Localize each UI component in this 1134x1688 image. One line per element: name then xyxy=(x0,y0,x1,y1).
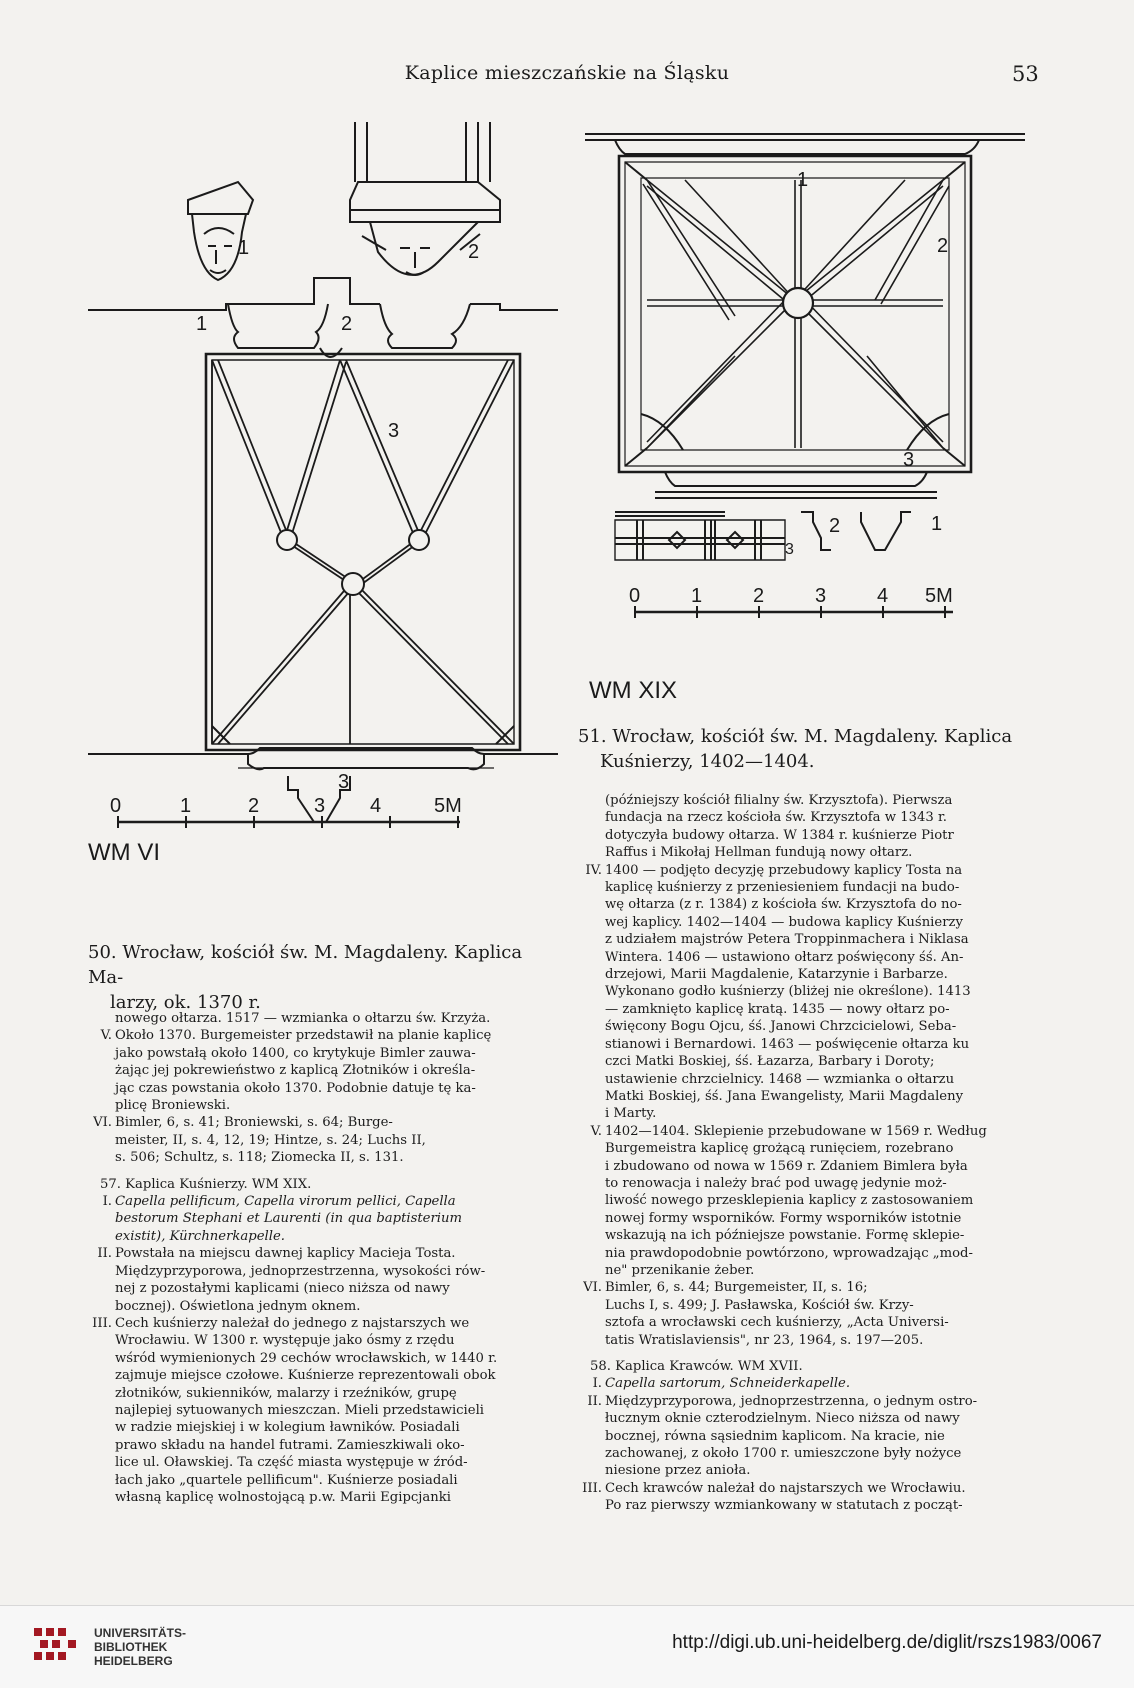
page-number: 53 xyxy=(1012,62,1039,86)
caption-50: 50. Wrocław, kościół św. M. Magdaleny. Kaplica Ma- larzy, ok. 1370 r. xyxy=(88,942,523,1013)
scale-r-1: 1 xyxy=(691,585,703,607)
left-heading-57: 57. Kaplica Kuśnierzy. WM XIX. xyxy=(100,1176,312,1192)
left-entry-continuation: nowego ołtarza. 1517 — wzmianka o ołtarzu św. Krzyża. xyxy=(115,1011,491,1026)
callout-3-profile: 3 xyxy=(338,771,350,793)
callout-2-corbel: 2 xyxy=(468,241,480,263)
digitization-footer xyxy=(0,1605,1134,1688)
callout-r-1: 1 xyxy=(797,169,809,191)
left-entry-V: V. Około 1370. Burgemeister przedstawił na planie kaplicę jako powstałą około 1400, co krytykuje Bimler zauwa- żając jej pokrewieństwo z kaplicą Złotników i określa- jąc czas powstania około 1370. Podobnie datuje tę ka- plicę Broniewski. xyxy=(100,1028,492,1114)
scale-label-2: 2 xyxy=(248,795,260,817)
callout-r-3b: 3 xyxy=(785,541,794,558)
right-entry-III: III. Cech krawców należał do najstarszych we Wrocławiu. Po raz pierwszy wzmiankowany w statutach z począt- xyxy=(582,1480,966,1514)
scale-label-4: 4 xyxy=(370,795,382,817)
scale-label-0: 0 xyxy=(110,795,122,817)
right-heading-58: 58. Kaplica Krawców. WM XVII. xyxy=(590,1359,803,1374)
right-entry-IV: IV. 1400 — podjęto decyzję przebudowy kaplicy Tosta na kaplicę kuśnierzy z przeniesieniem fundacji na budo- wę ołtarza (z r. 1384) z kościoła św. Krzysztofa do no- wej kaplicy. 1402—1404 — budowa kaplicy Kuśnierzy z udziałem majstrów Petera Troppinmachera i Niklasa Wintera. 1406 — ustawiono ołtarz poświęcony śś. An- drzejowi, Marii Magdalenie, Katarzynie i Barbarze. Wykonano godło kuśnierzy (bliżej nie określone). 1413 — zamknięto kaplicę kratą. 1435 — nowy ołtarz po- święcony Bogu Ojcu, śś. Janowi Chrzcicielowi, Seba- stianowi i Bernardowi. 1463 — poświęcenie ołtarza ku czci Matki Boskiej, śś. Łazarza, Barbary i Doroty; ustawienie chrzcielnicy. 1468 — wzmianka o ołtarzu Matki Boskiej, śś. Jana Ewangelisty, Marii Magdaleny i Marty. xyxy=(585,862,971,1122)
left-text-column xyxy=(88,1010,548,1506)
right-entry-II: II. Międzyprzyporowa, jednoprzestrzenna, o jednym ostro- łucznym oknie czterodzielnym. Nieco niższa od nawy bocznej, równa sąsiednim kaplicom. Na kracie, nie zachowanej, z około 1700 r. umieszczone były nożyce niesione przez anioła. xyxy=(587,1393,978,1479)
caption-51: 51. Wrocław, kościół św. M. Magdaleny. Kaplica Kuśnierzy, 1402—1404. xyxy=(578,726,1013,772)
scale-r-2: 2 xyxy=(753,585,765,607)
callout-r-2b: 2 xyxy=(829,515,841,537)
callout-2-rib: 2 xyxy=(341,313,353,335)
callout-r-2: 2 xyxy=(937,235,949,257)
callout-3-rib: 3 xyxy=(388,420,400,442)
scale-label-5: 5M xyxy=(434,795,462,817)
scale-r-3: 3 xyxy=(815,585,827,607)
scale-r-4: 4 xyxy=(877,585,889,607)
callout-1-rib: 1 xyxy=(196,313,208,335)
scale-r-0: 0 xyxy=(629,585,641,607)
scale-label-1: 1 xyxy=(180,795,192,817)
right-entry-continuation: (późniejszy kościół filialny św. Krzysztofa). Pierwsza fundacja na rzecz kościoła św. Krzysztofa w 1343 r. dotyczyła budowy ołtarza. W 1384 r. kuśnierze Piotr Raffus i Mikołaj Hellman fundują nowy ołtarz. xyxy=(605,793,954,861)
callout-r-3: 3 xyxy=(903,449,915,471)
wm-label-left: WM VI xyxy=(88,839,160,866)
figure-painters-chapel xyxy=(88,122,558,922)
library-name: UNIVERSITÄTS- BIBLIOTHEK HEIDELBERG xyxy=(94,1626,187,1668)
scale-label-3: 3 xyxy=(314,795,326,817)
callout-1-corbel: 1 xyxy=(238,237,250,259)
callout-r-1b: 1 xyxy=(931,513,943,535)
scale-r-5: 5M xyxy=(925,585,953,607)
right-entry-VI: VI. Bimler, 6, s. 44; Burgemeister, II, s. 16; Luchs I, s. 499; J. Pasławska, Kościół św. Krzy- sztofa a wrocławski cech kuśnierzy, „Acta Universi- tatis Wratislaviensis", nr 23, 1964, s. 197—205. xyxy=(583,1280,949,1348)
left-entry-II: II. Powstała na miejscu dawnej kaplicy Macieja Tosta. Międzyprzyporowa, jednoprzestrzenna, wysokości rów- nej z pozostałymi kaplicami (nieco niższa od nawy bocznej). Oświetlona jednym oknem. xyxy=(97,1246,486,1314)
left-entry-I: I. Capella pellificum, Capella virorum pellici, Capella bestorum Stephani et Laurenti (in qua baptisterium existit), Kürchnerkapelle. xyxy=(102,1194,462,1244)
university-library-logo-icon xyxy=(30,1622,80,1672)
left-entry-VI: VI. Bimler, 6, s. 41; Broniewski, s. 64; Burge- meister, II, s. 4, 12, 19; Hintze, s. 24; Luchs II, s. 506; Schultz, s. 118; Ziomecka II, s. 131. xyxy=(93,1115,426,1166)
source-url-link[interactable]: http://digi.ub.uni-heidelberg.de/diglit/rszs1983/0067 xyxy=(672,1632,1102,1653)
right-text-column xyxy=(578,792,1038,1515)
wm-label-right: WM XIX xyxy=(589,677,677,704)
running-title: Kaplice mieszczańskie na Śląsku xyxy=(404,62,730,84)
figure-furriers-chapel xyxy=(585,120,1025,710)
right-entry-V: V. 1402—1404. Sklepienie przebudowane w 1569 r. Według Burgemeistra kaplicę grożącą runięciem, rozebrano i zbudowano od nowa w 1569 r. Zdaniem Bimlera była to renowacja i należy brać pod uwagę jedynie moż- liwość nowego przesklepienia kaplicy z zastosowaniem nowej formy wsporników. Formy wsporników istotnie wskazują na ich późniejsze powstanie. Formę sklepie- nia prawdopodobnie powtórzono, wprowadzając „mod- ne" przenikanie żeber. xyxy=(590,1123,987,1278)
right-entry-I: I. Capella sartorum, Schneiderkapelle. xyxy=(592,1376,851,1392)
left-entry-III: III. Cech kuśnierzy należał do jednego z najstarszych we Wrocławiu. W 1300 r. występuje jako ósmy z rzędu wśród wymienionych 29 cechów wrocławskich, w 1440 r. zajmuje miejsce czołowe. Kuśnierze reprezentowali obok złotników, sukienników, malarzy i rzeźników, grupę najlepiej sytuowanych mieszczan. Mieli przedstawicieli w radzie miejskiej i w kolegium ławników. Posiadali prawo składu na handel futrami. Zamieszkiwali oko- lice ul. Oławskiej. Ta część miasta występuje w źród- łach jako „quartele pellificum". Kuśnierze posiadali własną kaplicę wolnostojącą p.w. Marii Egipcjanki xyxy=(92,1315,498,1505)
